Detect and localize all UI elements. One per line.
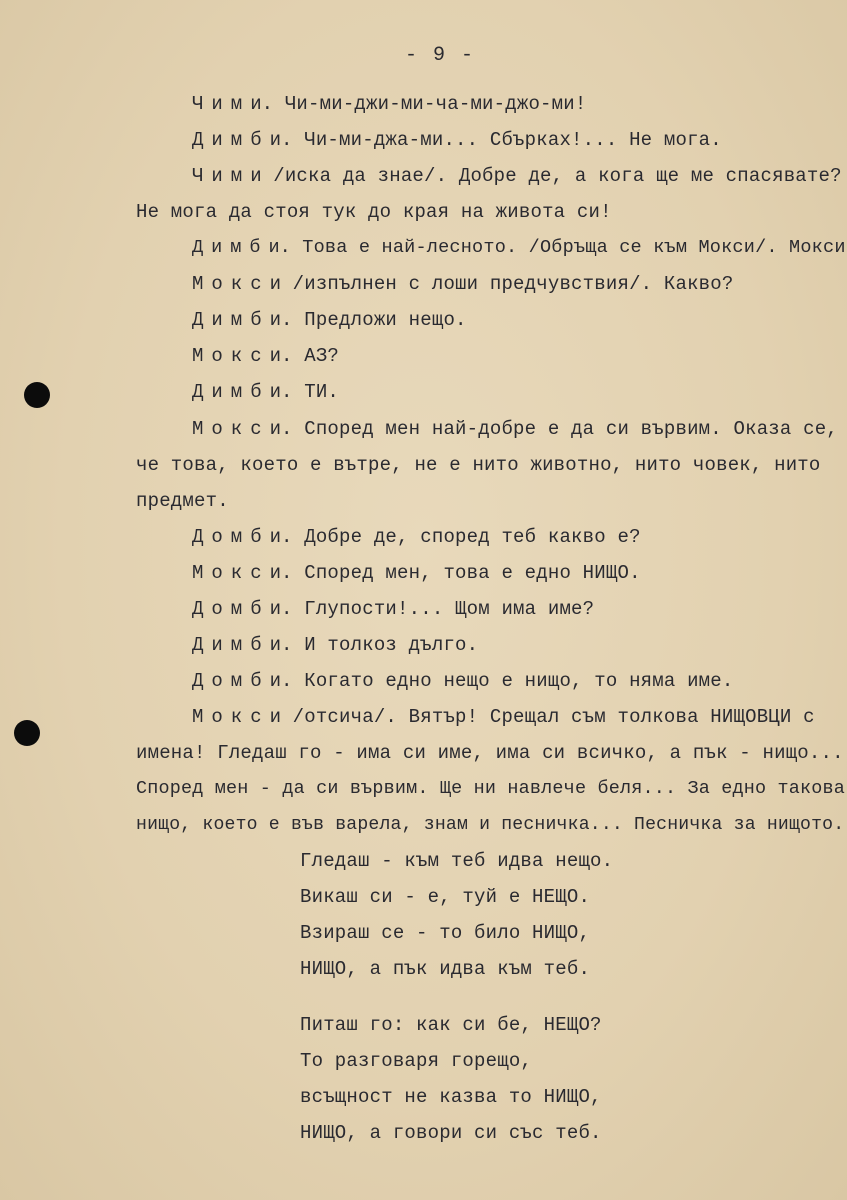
song-line: НИЩО, а говори си със теб. (300, 1122, 602, 1144)
dialogue-line (192, 164, 842, 188)
dialogue-text: Не мога да стоя тук до края на живота си! (136, 201, 612, 223)
dialogue-text: . Това е най-лесното. /Обръща се към Мокси/. Мокси (279, 237, 846, 258)
dialogue-text: /изпълнен с лоши предчувствия/. Какво? (281, 273, 734, 295)
song-line: Взираш се - то било НИЩО, (300, 922, 591, 944)
song-line: всъщност не казва то НИЩО, (300, 1086, 602, 1108)
song-line: НИЩО, а пък идва към теб. (300, 958, 591, 980)
dialogue-line (136, 741, 844, 765)
speaker-name: Димби (192, 634, 290, 656)
dialogue-text: /отсича/. Вятър! Срещал съм толкова НИЩОВЦИ с (281, 706, 815, 728)
dialogue-line (192, 128, 722, 152)
dialogue-line (136, 489, 229, 513)
dialogue-line (192, 705, 815, 729)
dialogue-text: . Глупости!... Щом има име? (281, 598, 595, 620)
dialogue-line (192, 597, 594, 621)
speaker-name: Домби (192, 598, 290, 620)
dialogue-line (192, 561, 641, 585)
punch-hole (24, 382, 50, 408)
dialogue-line (192, 669, 734, 693)
dialogue-line (136, 813, 844, 837)
dialogue-line (136, 777, 845, 801)
punch-hole (14, 720, 40, 746)
song-line: То разговаря горещо, (300, 1050, 533, 1072)
song-line: Гледаш - към теб идва нещо. (300, 850, 614, 872)
speaker-name: Димби (192, 129, 290, 151)
dialogue-line (192, 525, 641, 549)
dialogue-line (192, 417, 838, 441)
dialogue-text: . Чи-ми-джи-ми-ча-ми-джо-ми! (261, 93, 587, 115)
dialogue-text: . Добре де, според теб какво е? (281, 526, 641, 548)
dialogue-text: . Според мен, това е едно НИЩО. (281, 562, 641, 584)
speaker-name: Мокси (192, 418, 290, 440)
dialogue-line (192, 92, 586, 116)
dialogue-text: имена! Гледаш го - има си име, има си всичко, а пък - нищо... (136, 742, 844, 764)
dialogue-line (192, 272, 734, 296)
dialogue-line (136, 200, 612, 224)
dialogue-text: . Чи-ми-джа-ми... Сбърках!... Не мога. (281, 129, 722, 151)
speaker-name: Мокси (192, 562, 290, 584)
speaker-name: Мокси (192, 345, 290, 367)
speaker-name: Мокси (192, 273, 290, 295)
dialogue-text: че това, което е вътре, не е нито животно, нито човек, нито (136, 454, 821, 476)
dialogue-text: . Според мен най-добре е да си вървим. Оказа се, (281, 418, 838, 440)
speaker-name: Чими (192, 165, 270, 187)
speaker-name: Домби (192, 670, 290, 692)
speaker-name: Мокси (192, 706, 290, 728)
dialogue-text: . Предложи нещо. (281, 309, 467, 331)
song-line: Питаш го: как си бе, НЕЩО? (300, 1014, 602, 1036)
dialogue-text: Според мен - да си вървим. Ще ни навлече беля... За едно такова (136, 778, 846, 799)
song-line: Викаш си - е, туй е НЕЩО. (300, 886, 591, 908)
dialogue-text: . И толкоз дълго. (281, 634, 479, 656)
dialogue-text: . Когато едно нещо е нищо, то няма име. (281, 670, 734, 692)
dialogue-line (192, 308, 467, 332)
dialogue-line (192, 344, 339, 368)
speaker-name: Чими (192, 93, 270, 115)
dialogue-text: нищо, което е във варела, знам и песничка... Песничка за нищото. (136, 815, 845, 835)
dialogue-line (136, 453, 821, 477)
dialogue-line (192, 380, 339, 404)
page-number: - 9 - (404, 44, 475, 67)
dialogue-text: предмет. (136, 490, 229, 512)
dialogue-text: . ТИ. (281, 381, 340, 403)
dialogue-line (192, 236, 846, 260)
dialogue-text: /иска да знае/. Добре де, а кога ще ме спасявате? (261, 165, 842, 187)
dialogue-line (192, 633, 478, 657)
speaker-name: Домби (192, 526, 290, 548)
dialogue-text: . АЗ? (281, 345, 340, 367)
speaker-name: Димби (192, 237, 288, 258)
speaker-name: Димби (192, 381, 290, 403)
speaker-name: Димби (192, 309, 290, 331)
